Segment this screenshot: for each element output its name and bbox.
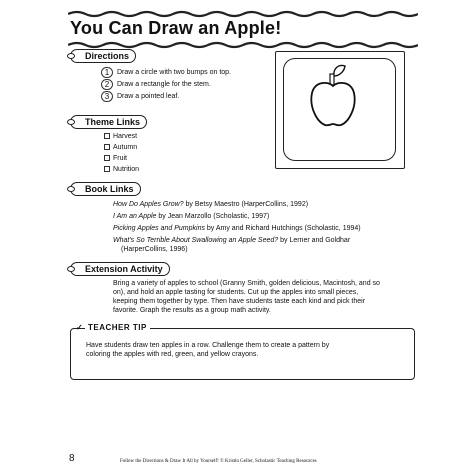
page-title: You Can Draw an Apple! — [70, 18, 282, 38]
step-number: 1 — [101, 67, 113, 78]
binder-hole-icon — [67, 119, 75, 125]
teacher-tip-heading: TEACHER TIP — [85, 323, 150, 332]
extension-activity-text: Bring a variety of apples to school (Granny Smith, golden delicious, Macintosh, and so on), and hold an apple tasting for students. Cut up the apples into small pieces, keeping them together by type. Then have students taste each kind and pick their favorite. Graph the results as a group math activity. — [113, 280, 380, 314]
footer-credit: Follow the Directions & Draw It All by Yourself! © Kristin Geller, Scholastic Teaching Resources — [120, 459, 317, 464]
binder-hole-icon — [67, 186, 75, 192]
directions-heading: Directions — [70, 49, 136, 63]
apple-icon — [309, 64, 357, 142]
apple-drawing-frame — [275, 51, 405, 169]
book-entry: Picking Apples and Pumpkins by Amy and Richard Hutchings (Scholastic, 1994) — [113, 225, 361, 232]
step-text: Draw a circle with two bumps on top. — [117, 68, 231, 76]
step-number: 2 — [101, 79, 113, 90]
book-entry: What's So Terrible About Swallowing an Apple Seed? by Lerner and Goldhar — [113, 237, 351, 244]
bullet-icon — [104, 144, 110, 150]
theme-link-item: Fruit — [113, 154, 127, 163]
binder-hole-icon — [67, 53, 75, 59]
theme-link-item: Autumn — [113, 143, 137, 152]
book-links-heading: Book Links — [70, 182, 141, 196]
book-entry-continuation: (HarperCollins, 1996) — [121, 246, 188, 253]
binder-hole-icon — [67, 266, 75, 272]
direction-step — [101, 79, 211, 90]
bullet-icon — [104, 155, 110, 161]
book-entry: How Do Apples Grow? by Betsy Maestro (HarperCollins, 1992) — [113, 201, 309, 208]
bullet-icon — [104, 133, 110, 139]
direction-step — [101, 67, 231, 78]
checkmark-icon: ✓ — [76, 323, 83, 332]
teacher-tip-text: Have students draw ten apples in a row. Challenge them to create a pattern by coloring the apples with red, green, and yellow crayons. — [86, 342, 330, 358]
bullet-icon — [104, 166, 110, 172]
step-text: Draw a pointed leaf. — [117, 92, 180, 100]
book-entry: I Am an Apple by Jean Marzollo (Scholastic, 1997) — [113, 213, 270, 220]
direction-step — [101, 91, 179, 102]
theme-link-item: Nutrition — [113, 165, 139, 174]
extension-activity-heading: Extension Activity — [70, 262, 170, 276]
page-number: 8 — [69, 453, 75, 464]
theme-links-heading: Theme Links — [70, 115, 147, 129]
wavy-border-bottom — [68, 41, 418, 49]
step-text: Draw a rectangle for the stem. — [117, 80, 211, 88]
theme-link-item: Harvest — [113, 132, 137, 141]
step-number: 3 — [101, 91, 113, 102]
wavy-border-top — [68, 10, 418, 18]
